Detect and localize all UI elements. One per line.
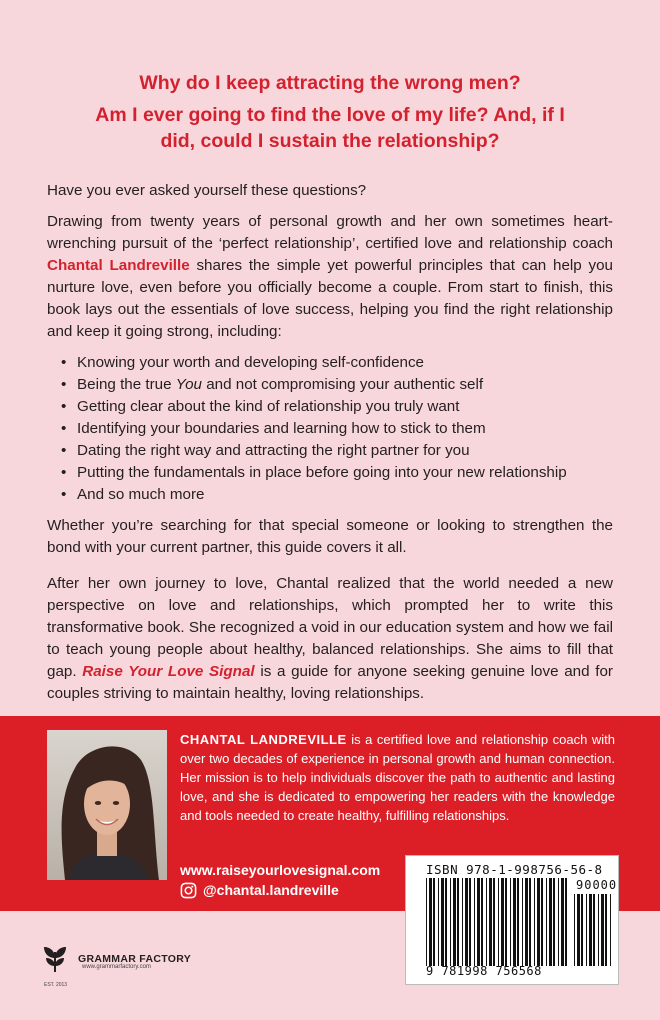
barcode-bar [433, 878, 435, 966]
barcode-bar [513, 878, 516, 966]
website-link[interactable]: www.raiseyourlovesignal.com [180, 862, 381, 878]
list-item: • Putting the fundamentals in place before going into your new relationship [61, 462, 613, 484]
publisher-leaf-icon [40, 944, 70, 974]
barcode-bar [517, 878, 519, 966]
paragraph-3 [47, 573, 613, 705]
barcode-bar [453, 878, 456, 966]
question-1: Why do I keep attracting the wrong men? [139, 72, 521, 94]
barcode-bar [426, 878, 427, 966]
barcode-bar [577, 894, 580, 966]
bio-text: is a certified love and relationship coach with over two decades of experience in personal growth and human connection. Her mission is to help individuals discover the path to authentic and lasting love, and she is dedicated to empowering her readers with the knowledge and tools needed to create healthy, fulfilling relationships. [180, 732, 615, 823]
book-title-highlight: Raise Your Love Signal [82, 663, 255, 680]
barcode-bar [525, 878, 528, 966]
barcode-bar [541, 878, 543, 966]
addon-barcode-bars-icon [574, 894, 612, 966]
barcode-bars-icon [426, 878, 568, 966]
barcode-bar [549, 878, 552, 966]
barcode-bar [445, 878, 447, 966]
author-portrait-icon [47, 730, 167, 880]
barcode-bar [489, 878, 492, 966]
barcode-bar [589, 894, 592, 966]
author-photo [47, 730, 167, 880]
author-bio [180, 730, 615, 825]
barcode-bar [457, 878, 459, 966]
publisher-url: www.grammarfactory.com [82, 964, 151, 970]
list-item: • Identifying your boundaries and learning how to stick to them [61, 418, 613, 440]
paragraph-1-text-a: Drawing from twenty years of personal growth and her own sometimes heart-wrenching pursuit of the ‘perfect relationship’, certified love and relationship coach [47, 213, 613, 252]
instagram-icon [180, 882, 197, 899]
paragraph-3-text-b: is a guide for anyone seeking genuine love and for couples striving to maintain healthy, loving relationships. [47, 663, 613, 702]
instagram-handle[interactable] [180, 880, 339, 900]
barcode-bar [493, 878, 495, 966]
barcode-bar [450, 878, 451, 966]
barcode-bar [605, 894, 607, 966]
paragraph-2: Whether you’re searching for that special someone or looking to strengthen the bond with your current partner, this guide covers it all. [47, 517, 613, 556]
paragraph-1 [47, 211, 613, 343]
barcode-bar [534, 878, 535, 966]
barcode-bar [469, 878, 471, 966]
bio-author-name: CHANTAL LANDREVILLE [180, 732, 347, 747]
price-code: 90000 [576, 878, 618, 892]
barcode-bar [558, 878, 559, 966]
barcode-bar [565, 878, 567, 966]
barcode-bar [586, 894, 587, 966]
barcode-bar [581, 894, 583, 966]
list-item: • Being the true You and not compromising your authentic self [61, 374, 613, 396]
barcode-bar [593, 894, 595, 966]
bullet-icon: • [61, 376, 67, 393]
instagram-handle-text: @chantal.landreville [203, 882, 339, 898]
barcode-bar [477, 878, 480, 966]
bullet-icon: • [61, 442, 67, 459]
barcode-bar [561, 878, 564, 966]
barcode-bar [465, 878, 468, 966]
barcode-bar [537, 878, 540, 966]
intro-line: Have you ever asked yourself these questions? [47, 182, 367, 199]
publisher-name: GRAMMAR FACTORY [78, 953, 191, 965]
barcode-bar [474, 878, 475, 966]
paragraph-1-text-b: shares the simple yet powerful principles that can help you nurture love, even before you officially become a couple. From start to finish, this book lays out the essentials of love success, helping you find the right relationship and keep it going strong, including: [47, 257, 613, 340]
barcode-bar [501, 878, 504, 966]
isbn-number: ISBN 978-1-998756-56-8 [426, 862, 603, 877]
author-name-highlight: Chantal Landreville [47, 257, 190, 274]
list-item: • Dating the right way and attracting the right partner for you [61, 440, 613, 462]
barcode-bar [529, 878, 531, 966]
isbn-barcode [405, 855, 619, 985]
bullet-icon: • [61, 354, 67, 371]
barcode-bar [574, 894, 575, 966]
barcode-bar [505, 878, 507, 966]
barcode-bar [429, 878, 432, 966]
bullet-icon: • [61, 486, 67, 503]
barcode-bar [522, 878, 523, 966]
barcode-bar [462, 878, 463, 966]
barcode-bar [610, 894, 611, 966]
ean-number: 9 781998 756568 [426, 964, 542, 978]
barcode-bar [510, 878, 511, 966]
publisher-established: EST. 2013 [44, 982, 68, 988]
barcode-bar [438, 878, 439, 966]
question-2: Am I ever going to find the love of my life? And, if I did, could I sustain the relationship? [95, 104, 565, 152]
paragraph-3-text-a: After her own journey to love, Chantal realized that the world needed a new perspective on love and relationships, which prompted her to write this transformative book. She recognized a void in our education system and how we fail to teach young people about healthy, balanced relationships. She aims to fill that gap. [47, 575, 613, 680]
bullet-icon: • [61, 464, 67, 481]
barcode-bar [546, 878, 547, 966]
headline-questions [90, 70, 570, 160]
barcode-bar [486, 878, 487, 966]
bullet-icon: • [61, 420, 67, 437]
bullet-icon: • [61, 398, 67, 415]
blurb-body [47, 180, 613, 714]
list-item: • Getting clear about the kind of relationship you truly want [61, 396, 613, 418]
list-item: • And so much more [61, 484, 613, 506]
barcode-bar [441, 878, 444, 966]
benefit-list [47, 352, 613, 506]
barcode-bar [481, 878, 483, 966]
barcode-bar [598, 894, 599, 966]
barcode-bar [601, 894, 604, 966]
barcode-bar [553, 878, 555, 966]
barcode-bar [498, 878, 499, 966]
list-item: • Knowing your worth and developing self-confidence [61, 352, 613, 374]
